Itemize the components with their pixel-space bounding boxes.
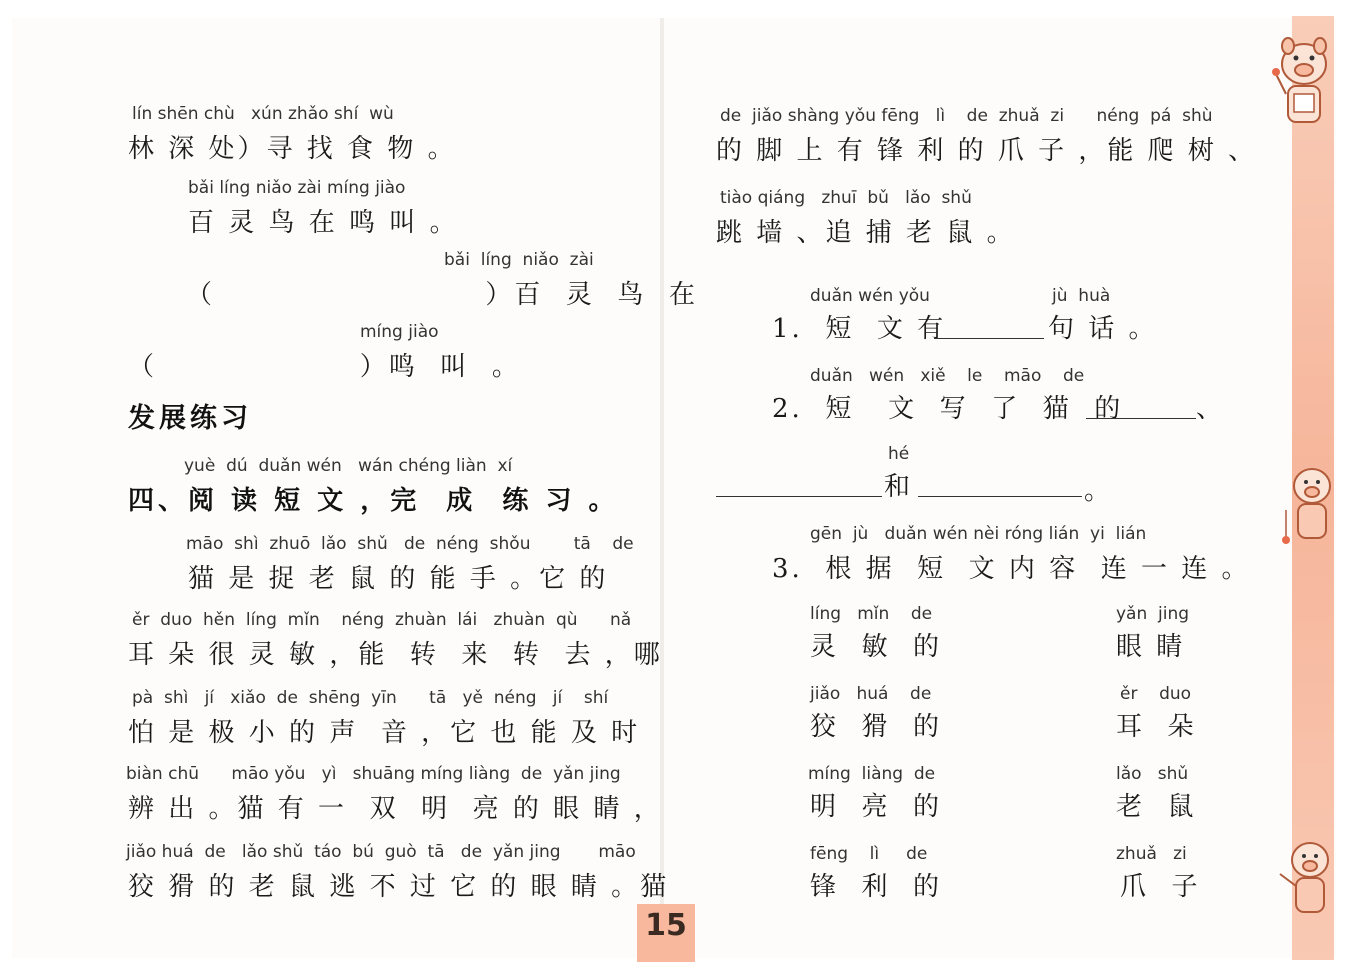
pinyin-line: māo shì zhuō lǎo shǔ de néng shǒu tā de	[186, 534, 634, 554]
pinyin-line: hé	[888, 444, 910, 464]
question-2-comma: 、	[1196, 394, 1226, 424]
pinyin-line: zhuǎ zi	[1116, 844, 1187, 864]
answer-blank-q2a[interactable]	[1086, 418, 1196, 419]
pinyin-line: míng liàng de	[808, 764, 936, 784]
passage-line: 耳 朵 很 灵 敏 ，能 转 来 转 去 ，哪	[128, 640, 663, 670]
question-2-and: 和	[884, 472, 914, 502]
pinyin-line: míng jiào	[360, 322, 439, 342]
text-line: 百 灵 鸟 在 鸣 叫 。	[188, 208, 459, 238]
pinyin-line: fēng lì de	[810, 844, 928, 864]
question-2-end: 。	[1084, 476, 1114, 506]
match-left-item[interactable]: 明 亮 的	[810, 792, 943, 822]
pinyin-line: duǎn wén yǒu	[810, 286, 930, 306]
pig-yoyo-icon	[1280, 460, 1340, 560]
question-2: 2. 短 文 写 了 猫 的	[772, 394, 1124, 424]
pinyin-line: lǎo shǔ	[1116, 764, 1189, 784]
text-line: 林 深 处）寻 找 食 物 。	[128, 134, 457, 164]
passage-line: 跳 墙 、追 捕 老 鼠 。	[716, 218, 1016, 248]
section-title: 发展练习	[128, 403, 252, 434]
passage-line: 狡 猾 的 老 鼠 逃 不 过 它 的 眼 睛 。猫	[128, 872, 670, 902]
match-right-item[interactable]: 爪 子	[1120, 872, 1201, 902]
pinyin-line: tiào qiáng zhuī bǔ lǎo shǔ	[720, 188, 972, 208]
match-right-item[interactable]: 老 鼠	[1116, 792, 1197, 822]
question-1-tail: 句 话 。	[1048, 314, 1158, 344]
pinyin-line: duǎn wén xiě le māo de	[810, 366, 1085, 386]
match-right-item[interactable]: 耳 朵	[1116, 712, 1197, 742]
pinyin-line: pà shì jí xiǎo de shēng yīn tā yě néng jí shí	[132, 688, 609, 708]
pinyin-line: líng mǐn de	[810, 604, 933, 624]
pinyin-line: jù huà	[1052, 286, 1111, 306]
question-3: 3. 根 据 短 文 内 容 连 一 连 。	[772, 554, 1251, 584]
pinyin-line: de jiǎo shàng yǒu fēng lì de zhuǎ zi néng pá shù	[720, 106, 1213, 126]
passage-line: 怕 是 极 小 的 声 音 ，它 也 能 及 时	[128, 718, 641, 748]
pinyin-line: bǎi líng niǎo zài míng jiào	[188, 178, 406, 198]
pinyin-line: bǎi líng niǎo zài	[444, 250, 594, 270]
pinyin-line: ěr duo	[1120, 684, 1192, 704]
question-1: 1. 短 文 有	[772, 314, 947, 344]
answer-blank-q1[interactable]	[934, 338, 1044, 339]
pinyin-line: biàn chū māo yǒu yì shuāng míng liàng de yǎn jing	[126, 764, 621, 784]
pig-cartoon-icon	[1268, 34, 1340, 134]
match-right-item[interactable]: 眼 睛	[1116, 632, 1186, 662]
pinyin-line: lín shēn chù xún zhǎo shí wù	[132, 104, 394, 124]
answer-blank-q2b[interactable]	[716, 496, 882, 497]
pinyin-line: jiǎo huá de	[810, 684, 932, 704]
passage-line: 辨 出 。猫 有 一 双 明 亮 的 眼 睛 ，	[128, 794, 663, 824]
pinyin-line: yǎn jing	[1116, 604, 1190, 624]
pinyin-line: gēn jù duǎn wén nèi róng lián yi lián	[810, 524, 1147, 544]
match-left-item[interactable]: 狡 猾 的	[810, 712, 943, 742]
fill-in-line: （ ）鸣 叫 。	[128, 352, 521, 382]
exercise-heading: 四、阅 读 短 文 ，完 成 练 习 。	[128, 486, 619, 516]
passage-line: 的 脚 上 有 锋 利 的 爪 子 ，能 爬 树 、	[716, 136, 1258, 166]
pinyin-line: yuè dú duǎn wén wán chéng liàn xí	[184, 456, 513, 476]
match-left-item[interactable]: 灵 敏 的	[810, 632, 943, 662]
fill-in-line: （ ）百 灵 鸟 在	[186, 280, 698, 310]
passage-line: 猫 是 捉 老 鼠 的 能 手 。它 的	[188, 564, 609, 594]
pinyin-line: ěr duo hěn líng mǐn néng zhuàn lái zhuàn qù nǎ	[132, 610, 632, 630]
page-number: 15	[645, 908, 687, 943]
pig-waving-icon	[1276, 830, 1338, 930]
match-left-item[interactable]: 锋 利 的	[810, 872, 943, 902]
pinyin-line: jiǎo huá de lǎo shǔ táo bú guò tā de yǎn jing māo	[126, 842, 636, 862]
answer-blank-q2c[interactable]	[918, 496, 1082, 497]
